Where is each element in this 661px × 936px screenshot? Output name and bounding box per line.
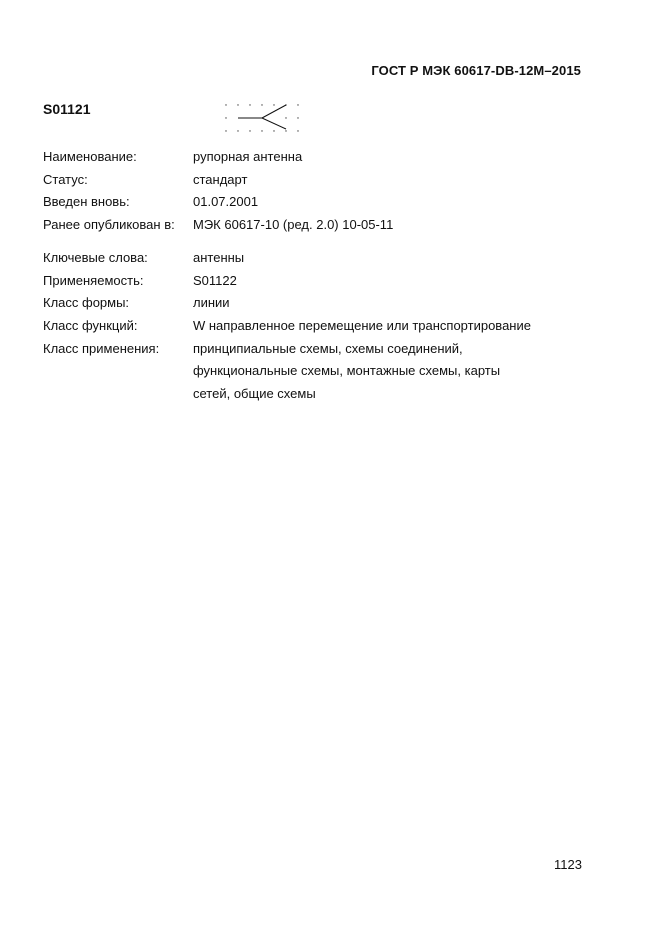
property-label-empty (43, 360, 193, 383)
section-gap (43, 237, 563, 247)
property-value: 01.07.2001 (193, 194, 259, 210)
document-standard-header: ГОСТ Р МЭК 60617-DB-12M–2015 (371, 63, 581, 78)
property-row-previously-published (43, 214, 563, 237)
property-label: Класс формы: (43, 295, 130, 311)
property-value: линии (193, 295, 230, 311)
property-row-shape-class (43, 292, 563, 315)
property-row-introduced (43, 191, 563, 214)
property-label: Класс применения: (43, 340, 160, 356)
property-row-application-class (43, 338, 563, 361)
property-row-function-class (43, 315, 563, 338)
property-value: рупорная антенна (193, 149, 303, 164)
property-label: Применяемость: (43, 272, 144, 288)
property-value-continued: функциональные схемы, монтажные схемы, карты (193, 363, 501, 379)
horn-antenna-symbol-icon (222, 99, 306, 139)
property-row-keywords (43, 247, 563, 270)
antenna-lines (238, 105, 286, 129)
property-row-application-continued (43, 360, 563, 383)
page-number: 1123 (554, 857, 582, 872)
property-label: Ключевые слова: (43, 249, 148, 265)
property-label: Класс функций: (43, 317, 138, 333)
property-value: МЭК 60617-10 (ред. 2.0) 10-05-11 (193, 217, 394, 233)
property-row-applicability (43, 270, 563, 293)
property-row-application-continued (43, 383, 563, 406)
property-label: Статус: (43, 171, 88, 187)
property-value: антенны (193, 249, 245, 265)
property-value-continued: сетей, общие схемы (193, 386, 316, 402)
property-row-status (43, 169, 563, 192)
property-label: Введен вновь: (43, 194, 130, 210)
property-value: W направленное перемещение или транспортирование (193, 317, 531, 333)
property-row-name (43, 146, 563, 169)
property-value: стандарт (193, 171, 248, 187)
property-label-empty (43, 383, 193, 406)
property-label: Ранее опубликован в: (43, 217, 175, 233)
property-value: S01122 (193, 272, 237, 288)
property-value: принципиальные схемы, схемы соединений, (193, 340, 463, 356)
symbol-properties (43, 146, 563, 406)
property-label: Наименование: (43, 149, 137, 164)
symbol-code: S01121 (43, 101, 91, 117)
